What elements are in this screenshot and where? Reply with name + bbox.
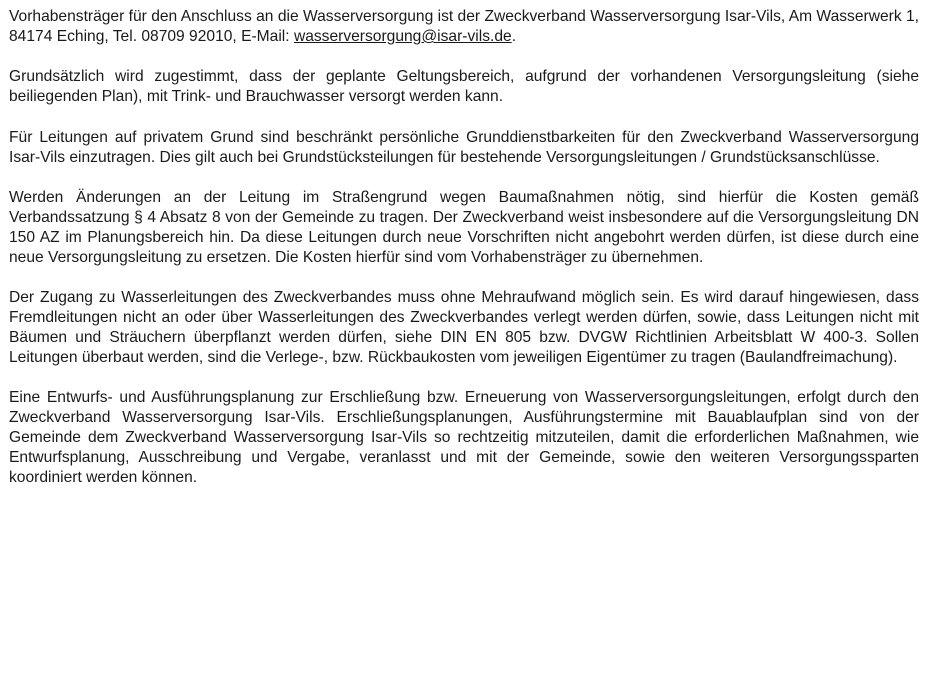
email-link[interactable]: wasserversorgung@isar-vils.de <box>293 28 512 45</box>
contact-text-end: . <box>511 28 517 45</box>
paragraph-access: Der Zugang zu Wasserleitungen des Zweckverbandes muss ohne Mehraufwand möglich sein. Es wird darauf hingewiesen, dass Fremdleitungen nicht an oder über Wasserleitungen des Zweckverbandes verlegt werden dürfen, sowie, dass Leitungen nicht mit Bäumen und Sträuchern überpflanzt werden dürfen, siehe DIN EN 805 bzw. DVGW Richtlinien Arbeitsblatt W 400-3. Sollen Leitungen überbaut werden, sind die Verlege-, bzw. Rückbaukosten vom jeweiligen Eigentümer zu tragen (Baulandfreimachung). <box>9 289 919 366</box>
paragraph-approval: Grundsätzlich wird zugestimmt, dass der geplante Geltungsbereich, aufgrund der vorhandenen Versorgungsleitung (siehe beiliegenden Plan), mit Trink- und Brauchwasser versorgt werden kann. <box>9 68 919 105</box>
paragraph-costs: Werden Änderungen an der Leitung im Straßengrund wegen Baumaßnahmen nötig, sind hierfür die Kosten gemäß Verbandssatzung § 4 Absatz 8 von der Gemeinde zu tragen. Der Zweckverband weist insbesondere auf die Versorgungsleitung DN 150 AZ im Planungsbereich hin. Da diese Leitungen durch neue Vorschriften nicht angebohrt werden dürfen, ist diese durch eine neue Versorgungsleitung zu ersetzen. Die Kosten hierfür sind vom Vorhabensträger zu übernehmen. <box>9 189 919 266</box>
contact-text: Vorhabensträger für den Anschluss an die Wasserversorgung ist der Zweckverband Wasserversorgung Isar-Vils, Am Wasserwerk 1, 84174 Eching, Tel. 08709 92010, E-Mail: <box>9 8 919 45</box>
paragraph-planning: Eine Entwurfs- und Ausführungsplanung zur Erschließung bzw. Erneuerung von Wasserversorgungsleitungen, erfolgt durch den Zweckverband Wasserversorgung Isar-Vils. Erschließungsplanungen, Ausführungstermine mit Bauablaufplan sind von der Gemeinde dem Zweckverband Wasserversorgung Isar-Vils so rechtzeitig mitzuteilen, damit die erforderlichen Maßnahmen, wie Entwurfsplanung, Ausschreibung und Vergabe, veranlasst und mit der Gemeinde, sowie den weiteren Versorgungssparten koordiniert werden können. <box>9 389 919 486</box>
paragraph-easements: Für Leitungen auf privatem Grund sind beschränkt persönliche Grunddienstbarkeiten für den Zweckverband Wasserversorgung Isar-Vils einzutragen. Dies gilt auch bei Grundstücksteilungen für bestehende Versorgungsleitungen / Grundstücksanschlüsse. <box>9 129 919 166</box>
paragraph-contact <box>9 7 919 47</box>
document-page <box>9 7 919 509</box>
